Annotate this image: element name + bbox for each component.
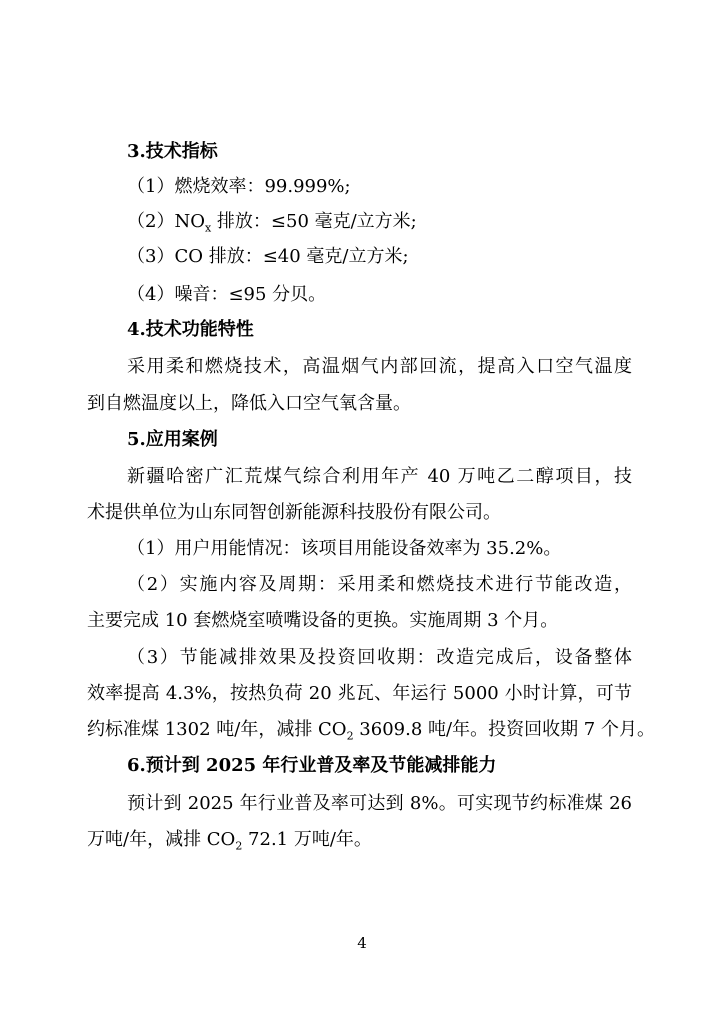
features-text-line: 到自燃温度以上，降低入口空气氧含量。 — [87, 393, 411, 414]
section-heading-forecast: 6.预计到 2025 年行业普及率及节能减排能力 — [127, 755, 497, 776]
indicator-combustion-efficiency: （1）燃烧效率：99.999%; — [127, 176, 351, 197]
section-heading-case: 5.应用案例 — [127, 429, 218, 450]
indicator-nox-emission: $(2)NO_x$ 排放：≤50 毫克/立方米; — [127, 211, 417, 235]
case-savings-line: 约标准煤 1302 吨/年，减排 $CO_2$ 3609.8 吨/年。投资回收期 7 个月。 — [87, 719, 655, 743]
case-savings-line: （3）节能减排效果及投资回收期：改造完成后，设备整体 — [127, 647, 632, 668]
section-heading-features: 4.技术功能特性 — [127, 319, 254, 340]
forecast-text-line: 万吨/年，减排 $CO_2$ 72.1 万吨/年。 — [87, 829, 372, 853]
case-energy-use: （1）用户用能情况：该项目用能设备效率为 35.2%。 — [127, 538, 562, 559]
case-text-line: 术提供单位为山东同智创新能源科技股份有限公司。 — [87, 502, 501, 523]
page-number: 4 — [357, 934, 367, 952]
section-heading-tech-indicators: 3.技术指标 — [127, 141, 218, 162]
case-savings-line: 效率提高 4.3%，按热负荷 20 兆瓦、年运行 5000 小时计算，可节 — [87, 683, 632, 704]
indicator-noise: （4）噪音：≤95 分贝。 — [127, 284, 327, 305]
features-text-line: 采用柔和燃烧技术，高温烟气内部回流，提高入口空气温度 — [127, 356, 632, 377]
forecast-text-line: 预计到 2025 年行业普及率可达到 8%。可实现节约标准煤 26 — [127, 793, 632, 814]
indicator-co-emission: （3）CO 排放：≤40 毫克/立方米; — [127, 246, 409, 267]
case-implementation-line: 主要完成 10 套燃烧室喷嘴设备的更换。实施周期 3 个月。 — [87, 610, 559, 631]
case-text-line: 新疆哈密广汇荒煤气综合利用年产 40 万吨乙二醇项目，技 — [127, 466, 632, 487]
case-implementation-line: （2）实施内容及周期：采用柔和燃烧技术进行节能改造， — [127, 574, 632, 595]
